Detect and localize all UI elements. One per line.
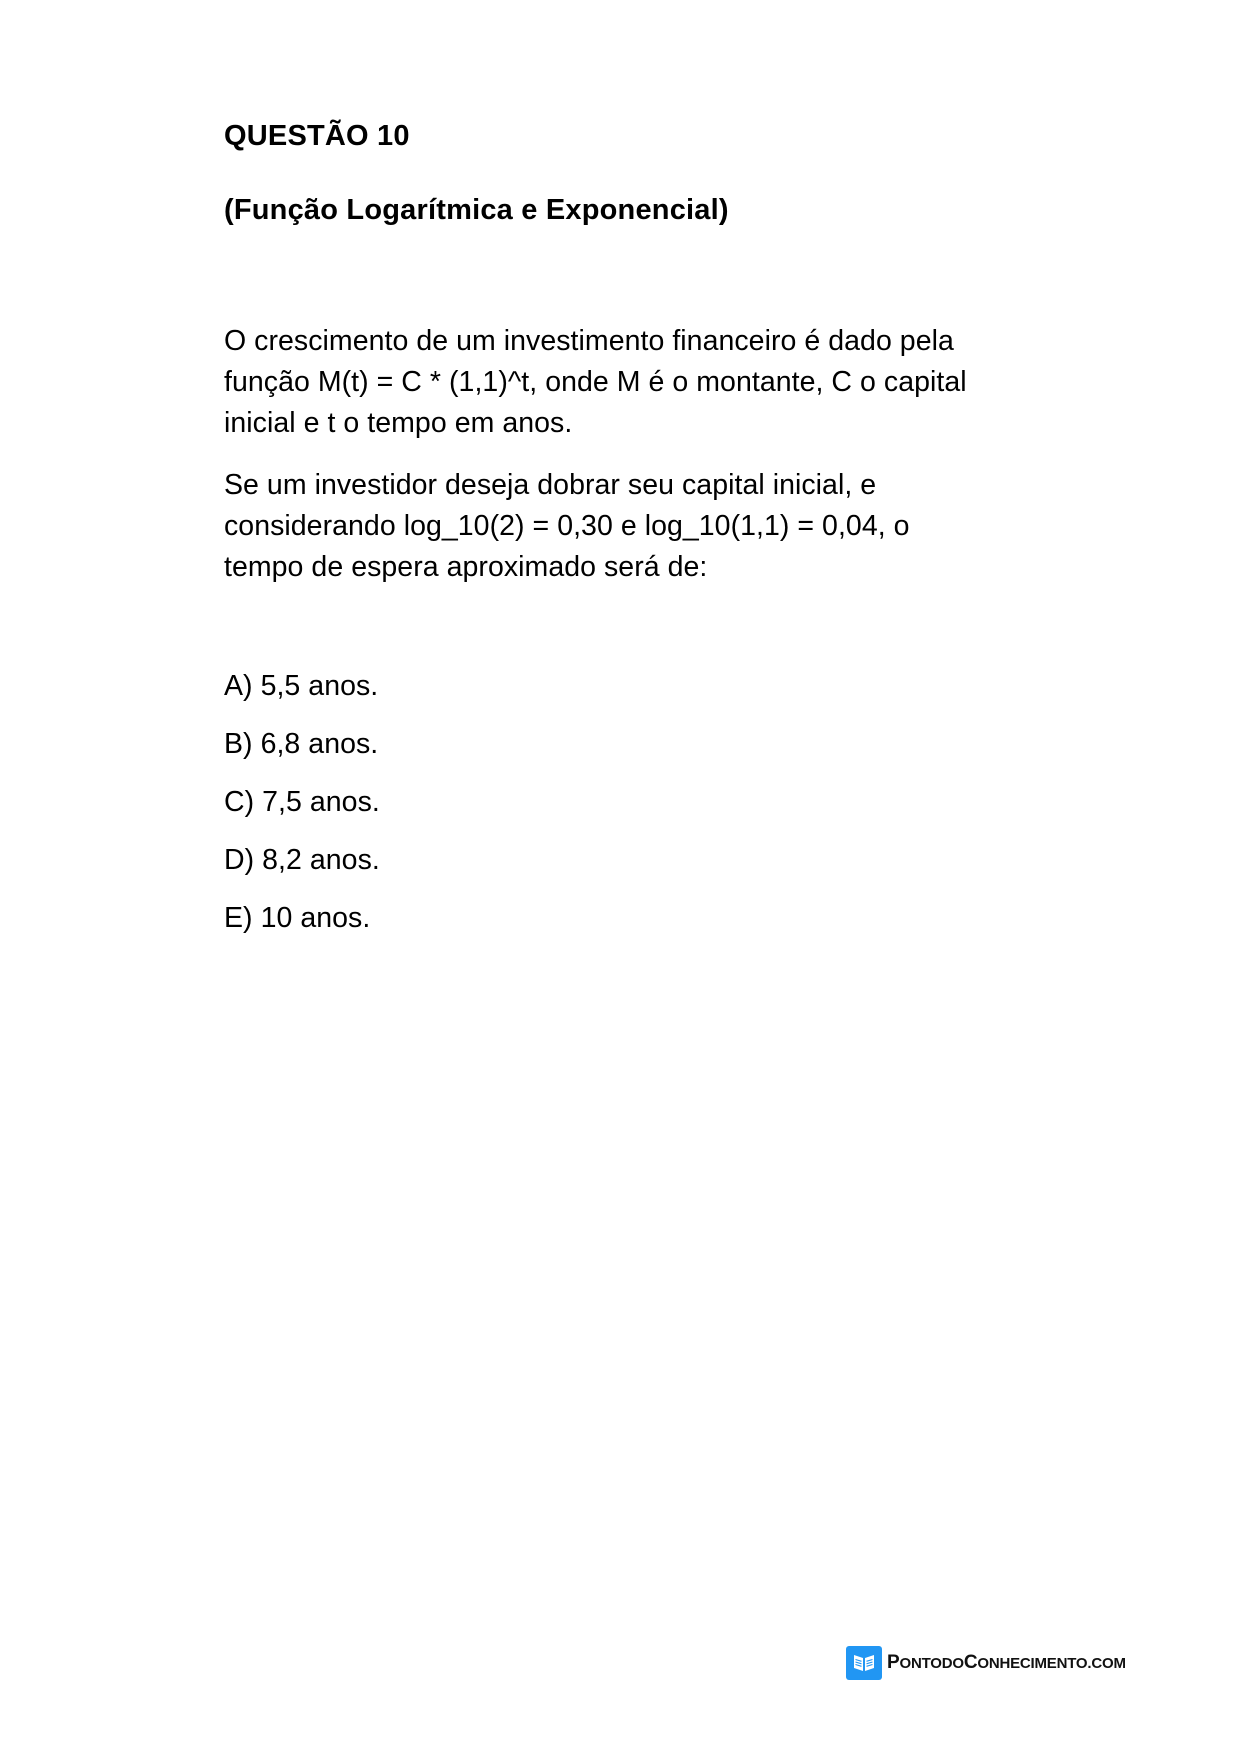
watermark-label-c: C (963, 1652, 978, 1673)
watermark-label-onhecimento: ONHECIMENTO (977, 1655, 1088, 1672)
answer-options-list (224, 666, 969, 939)
page-title: QUESTÃO 10 (224, 120, 410, 152)
question-statement (224, 321, 969, 588)
book-badge-icon (846, 1646, 882, 1680)
answer-option-b[interactable]: B) 6,8 anos. (224, 728, 379, 761)
watermark-label-p: P (887, 1652, 900, 1673)
watermark-label-tld: .COM (1087, 1655, 1126, 1672)
answer-option-a[interactable]: A) 5,5 anos. (224, 670, 379, 703)
answer-option-e[interactable]: E) 10 anos. (224, 902, 371, 935)
question-topic-heading: (Função Logarítmica e Exponencial) (224, 193, 729, 226)
statement-paragraph-2: Se um investidor deseja dobrar seu capital inicial, e considerando log_10(2) = 0,30 e log_10(1,1) = 0,04, o tempo de espera aproximado será de: (224, 469, 910, 584)
watermark-label-ontodo: ONTODO (899, 1655, 964, 1672)
answer-option-c[interactable]: C) 7,5 anos. (224, 786, 380, 819)
statement-paragraph-1: O crescimento de um investimento financeiro é dado pela função M(t) = C * (1,1)^t, onde M é o montante, C o capital inicial e t o tempo em anos. (224, 325, 967, 440)
watermark-label (887, 1652, 1126, 1674)
site-watermark (846, 1646, 1126, 1680)
question-content (224, 118, 969, 956)
answer-option-d[interactable]: D) 8,2 anos. (224, 844, 380, 877)
